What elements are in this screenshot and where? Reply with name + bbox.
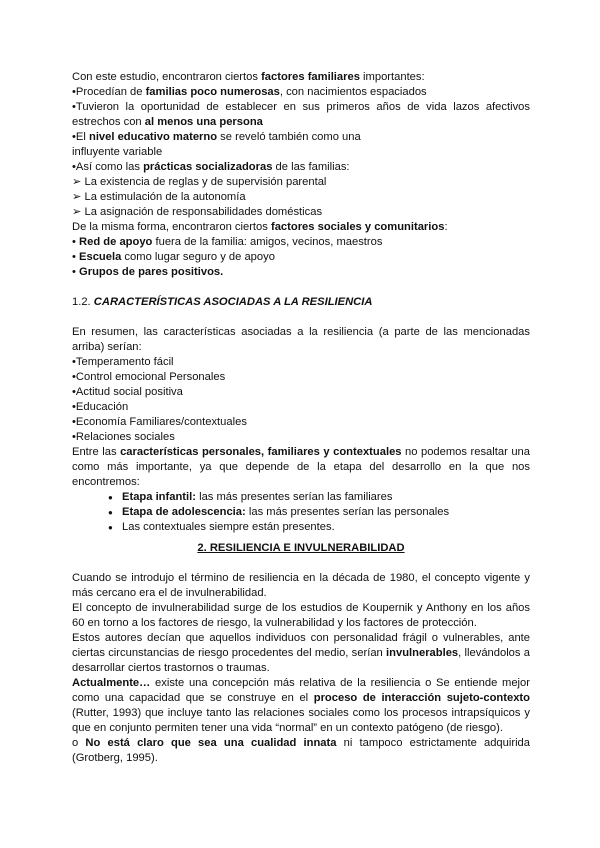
text: (Rutter, 1993) que incluye tanto las relaciones sociales como los procesos intrapsíquicos y que en conjunto permiten tener una vida “normal” en un contexto patógeno (de riesgo).	[72, 707, 530, 734]
text: como lugar seguro y de apoyo	[121, 251, 275, 263]
social-factors-intro	[72, 220, 530, 235]
family-factor-item-continuation: influyente variable	[72, 146, 163, 158]
text: •El	[72, 131, 89, 143]
section-heading-1-2	[72, 295, 530, 310]
text: •Procedían de	[72, 86, 146, 98]
section-number: 1.2.	[72, 296, 94, 308]
family-factor-item	[72, 100, 530, 130]
social-factor-item	[72, 250, 530, 265]
family-factor-item	[72, 130, 530, 145]
characteristic-item: •Educación	[72, 401, 129, 413]
text: fuera de la familia: amigos, vecinos, maestros	[152, 236, 383, 248]
spacer	[72, 280, 530, 295]
text: Entre las	[72, 446, 121, 458]
text: Con este estudio, encontraron ciertos	[72, 71, 262, 83]
bold-text: características personales, familiares y contextuales	[120, 446, 402, 458]
bold-text: proceso de interacción sujeto-contexto	[313, 692, 530, 704]
text: , con nacimientos espaciados	[279, 86, 427, 98]
family-factors-intro	[72, 70, 530, 85]
characteristic-item: •Relaciones sociales	[72, 431, 175, 443]
section-heading-2: 2. RESILIENCIA E INVULNERABILIDAD	[197, 542, 405, 554]
text: , llevándolos a desarrollar ciertos trastornos o traumas.	[72, 647, 530, 674]
bold-text: invulnerables	[386, 647, 459, 659]
bold-text: Etapa de adolescencia:	[122, 506, 246, 518]
spacer	[72, 556, 530, 571]
document-page	[72, 70, 530, 766]
bold-text: Etapa infantil:	[122, 491, 196, 503]
text: De la misma forma, encontraron ciertos	[72, 221, 271, 233]
text: •Así como las	[72, 161, 144, 173]
text: no podemos resaltar una como más importante, ya que depende de la etapa del desarrollo en la que nos encontremos:	[72, 446, 530, 488]
practice-subitem: ➢ La estimulación de la autonomía	[72, 191, 246, 203]
social-factor-item	[72, 235, 530, 250]
text: existe una concepción más relativa de la resiliencia o Se entiende mejor como una capacidad que se construye en el	[72, 677, 530, 704]
text: •	[72, 266, 80, 278]
bold-text: No está claro que sea una cualidad innata	[85, 737, 337, 749]
characteristic-item: •Control emocional Personales	[72, 371, 226, 383]
bold-text: factores familiares	[261, 71, 360, 83]
bold-text: Escuela	[79, 251, 122, 263]
social-factor-item	[72, 265, 530, 280]
text: •	[72, 236, 80, 248]
family-factor-item	[72, 160, 530, 175]
text: :	[444, 221, 448, 233]
list-item	[108, 505, 530, 520]
bold-text: Actualmente…	[72, 677, 151, 689]
spacer	[72, 310, 530, 325]
characteristic-item: •Actitud social positiva	[72, 386, 183, 398]
bold-text: al menos una persona	[144, 116, 263, 128]
paragraph: El concepto de invulnerabilidad surge de los estudios de Koupernik y Anthony en los años 60 en torno a los factores de riesgo, la vulnerabilidad y los factores de protección.	[72, 602, 530, 629]
list-item	[108, 520, 530, 535]
paragraph: Cuando se introdujo el término de resiliencia en la década de 1980, el concepto vigente y más cercano era el de invulnerabilidad.	[72, 572, 530, 599]
paragraph	[72, 676, 530, 736]
text: Las contextuales siempre están presentes.	[122, 521, 335, 533]
development-stage-list	[72, 490, 530, 535]
practice-subitem: ➢ La asignación de responsabilidades domésticas	[72, 206, 323, 218]
text: importantes:	[359, 71, 425, 83]
characteristic-item: •Temperamento fácil	[72, 356, 174, 368]
bold-text: prácticas socializadoras	[143, 161, 273, 173]
text: Estos autores decían que aquellos individuos con personalidad frágil o vulnerables, ante ciertas circunstancias de riesgo procedentes del medio, serían	[72, 632, 530, 659]
text: ni tampoco estrictamente adquirida (Grotberg, 1995).	[72, 737, 530, 764]
bold-text: Grupos de pares positivos.	[79, 266, 224, 278]
text: •	[72, 251, 80, 263]
text: las más presentes serían las personales	[245, 506, 450, 518]
text: las más presentes serían las familiares	[195, 491, 393, 503]
bold-text: Red de apoyo	[79, 236, 153, 248]
characteristic-item: •Economía Familiares/contextuales	[72, 416, 247, 428]
text: de las familias:	[272, 161, 350, 173]
paragraph	[72, 631, 530, 676]
bold-text: factores sociales y comunitarios	[270, 221, 445, 233]
characteristics-paragraph	[72, 445, 530, 490]
bold-text: familias poco numerosas	[145, 86, 280, 98]
practice-subitem: ➢ La existencia de reglas y de supervisión parental	[72, 176, 327, 188]
list-item	[108, 490, 530, 505]
section-title: CARACTERÍSTICAS ASOCIADAS A LA RESILIENCIA	[93, 296, 373, 308]
text: •Tuvieron la oportunidad de establecer en sus primeros años de vida lazos afectivos estrechos con	[72, 101, 530, 128]
family-factor-item	[72, 85, 530, 100]
text: se reveló también como una	[217, 131, 361, 143]
bold-text: nivel educativo materno	[88, 131, 218, 143]
summary-paragraph: En resumen, las características asociadas a la resiliencia (a parte de las mencionadas arriba) serían:	[72, 326, 530, 353]
text: o	[72, 737, 86, 749]
paragraph	[72, 736, 530, 766]
